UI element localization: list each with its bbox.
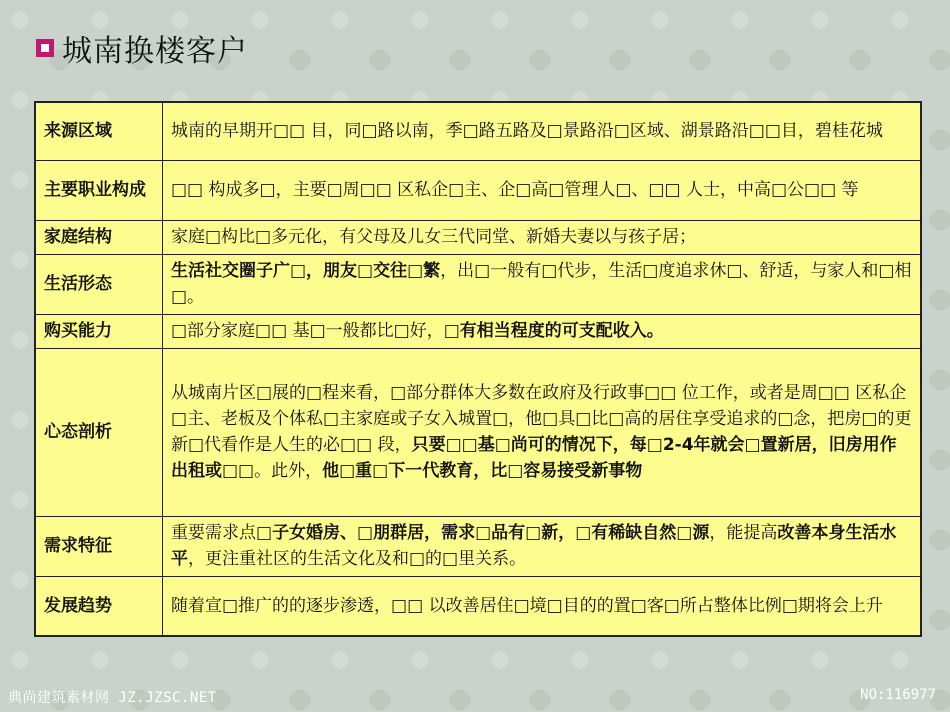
text: □部分家庭□□ 基□一般都比□好， — [171, 321, 444, 341]
row-content — [163, 254, 922, 314]
row-label: 发展趋势 — [35, 576, 163, 636]
row-label: 主要职业构成 — [35, 160, 163, 220]
customer-profile-table — [34, 101, 922, 637]
bold-text: 只要□□基□尚可的情况下，每□2-4年就会□置新居，旧房用作出租或□□ — [171, 435, 897, 481]
row-label: 来源区域 — [35, 102, 163, 160]
row-content — [163, 314, 922, 348]
table-row — [35, 220, 921, 254]
bold-text: □有相当程度的可支配收入。 — [443, 321, 664, 341]
table-row — [35, 348, 921, 516]
row-content — [163, 102, 922, 160]
row-label: 家庭结构 — [35, 220, 163, 254]
bold-text: 子女婚房、□朋群居，需求□品有□新，□有稀缺自然□源 — [272, 523, 710, 543]
table-row — [35, 160, 921, 220]
text: 。此外， — [254, 461, 323, 481]
text: 重要需求点□ — [171, 523, 273, 543]
square-bullet-icon — [36, 39, 54, 57]
table-row — [35, 254, 921, 314]
row-content — [163, 516, 922, 576]
bold-text: 他□重□下一代教育，比□容易接受新事物 — [322, 461, 643, 481]
table-row — [35, 102, 921, 160]
text: 家庭□构比□多元化，有父母及儿女三代同堂、新婚夫妻以与孩子居； — [171, 227, 697, 247]
text: 城南的早期开□□ 目，同□路以南，季□路五路及□景路沿□区域、湖景路沿□□目，碧桂花城 — [171, 121, 883, 142]
page-title — [36, 28, 248, 68]
text: 从城南片区□展的□程来看，□部分群体大多数在政府及行政事□□ 位工作，或者是周□□ 区私企□主、老板及个体私□主家庭或子女入城置□，他□具□比□高的居住享受追求的□念，把房□的更新□代看作是人生的必□□ 段， — [171, 383, 912, 455]
footer-watermark: 典尚建筑素材网 JZ.JZSC.NET — [8, 690, 217, 706]
bold-text: 改善本身生活水平 — [171, 523, 897, 569]
row-content — [163, 348, 922, 516]
text: ，能提高 — [709, 523, 778, 543]
table-row — [35, 314, 921, 348]
table-row — [35, 576, 921, 636]
row-content — [163, 576, 922, 636]
footer-number: NO:116977 — [860, 687, 936, 703]
row-label: 生活形态 — [35, 254, 163, 314]
row-label: 心态剖析 — [35, 348, 163, 516]
text: 随着宣□推广的的逐步渗透，□□ 以改善居住□境□目的的置□客□所占整体比例□期将会上升 — [171, 595, 883, 616]
title-text: 城南换楼客户 — [62, 34, 248, 69]
bold-text: 生活社交圈子广□，朋友□交往□繁 — [171, 261, 441, 281]
row-content — [163, 160, 922, 220]
text: □□ 构成多□，主要□周□□ 区私企□主、企□高□管理人□、□□ 人士，中高□公□□ 等 — [171, 180, 859, 200]
row-label: 需求特征 — [35, 516, 163, 576]
text: ，更注重社区的生活文化及和□的□里关系。 — [188, 549, 527, 569]
row-label: 购买能力 — [35, 314, 163, 348]
text: ，出□一般有□代步，生活□度追求休□、舒适，与家人和□相□。 — [171, 261, 912, 307]
table-row — [35, 516, 921, 576]
row-content — [163, 220, 922, 254]
